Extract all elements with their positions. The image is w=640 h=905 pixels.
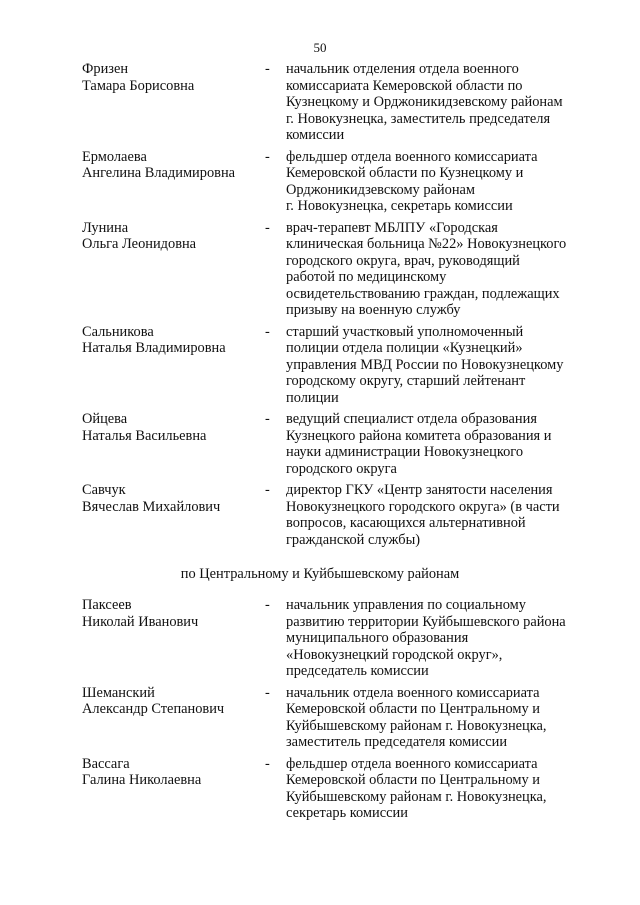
member-name <box>82 482 262 515</box>
member-given-names: Тамара Борисовна <box>82 77 195 94</box>
member-role <box>286 756 606 822</box>
member-given-names: Наталья Васильевна <box>82 427 207 444</box>
member-role-line: комиссариата Кемеровской области по <box>286 77 523 94</box>
member-role <box>286 220 606 319</box>
member-role-line: г. Новокузнецка, заместитель председателя <box>286 110 551 127</box>
member-dash: - <box>265 684 270 701</box>
member-role-line: городского округа <box>286 460 397 477</box>
member-role-line: развитию территории Куйбышевского района <box>286 613 566 630</box>
member-role-line: секретарь комиссии <box>286 805 408 821</box>
member-given-names: Александр Степанович <box>82 701 225 717</box>
member-role-line: Куйбышевскому районам г. Новокузнецка, <box>286 717 547 734</box>
section-heading: по Центральному и Куйбышевскому районам <box>180 566 460 582</box>
member-role-line: старший участковый уполномоченный <box>286 323 524 340</box>
page-number: 50 <box>313 40 327 55</box>
member-surname: Вассага <box>82 755 130 772</box>
member-name <box>82 411 262 444</box>
member-role-line: городскому округу, старший лейтенант <box>286 373 526 389</box>
member-surname: Паксеев <box>82 597 132 613</box>
member-given-names: Николай Иванович <box>82 613 199 630</box>
member-role-line: врач-терапевт МБЛПУ «Городская <box>286 219 498 236</box>
member-role-line: управления МВД России по Новокузнецкому <box>286 356 564 373</box>
member-role-line: освидетельствованию граждан, подлежащих <box>286 285 560 302</box>
member-role-line: клиническая больница №22» Новокузнецкого <box>286 236 567 252</box>
member-role-line: науки администрации Новокузнецкого <box>286 444 524 460</box>
member-surname: Савчук <box>82 482 126 498</box>
member-role-line: начальник отделения отдела военного <box>286 61 519 77</box>
member-role-line: призыву на военную службу <box>286 302 461 318</box>
member-role-line: муниципального образования <box>286 630 469 646</box>
member-role-line: Кузнецкого района комитета образования и <box>286 427 552 444</box>
member-dash: - <box>265 219 270 236</box>
member-dash: - <box>265 411 270 427</box>
member-role <box>286 149 606 215</box>
member-role <box>286 324 606 407</box>
member-role-line: городского округа, врач, руководящий <box>286 252 520 269</box>
member-role <box>286 411 606 477</box>
member-role-line: ведущий специалист отдела образования <box>286 411 537 427</box>
member-given-names: Галина Николаевна <box>82 772 202 788</box>
member-role-line: полиции отдела полиции «Кузнецкий» <box>286 340 523 356</box>
member-role-line: Новокузнецкого городского округа» (в части <box>286 498 560 515</box>
member-role <box>286 597 606 680</box>
member-name <box>82 597 262 630</box>
member-name <box>82 149 262 182</box>
member-role-line: Кузнецкому и Орджоникидзевскому районам <box>286 94 563 110</box>
member-role-line: полиции <box>286 389 339 406</box>
member-role-line: фельдшер отдела военного комиссариата <box>286 148 538 165</box>
member-role-line: начальник управления по социальному <box>286 597 526 613</box>
member-role-line: комиссии <box>286 127 345 143</box>
member-role <box>286 61 606 144</box>
member-surname: Фризен <box>82 61 129 77</box>
member-dash: - <box>265 323 270 340</box>
member-dash: - <box>265 755 270 772</box>
member-role-line: директор ГКУ «Центр занятости населения <box>286 482 553 498</box>
member-role-line: заместитель председателя комиссии <box>286 734 508 750</box>
member-given-names: Ольга Леонидовна <box>82 236 197 252</box>
member-surname: Лунина <box>82 219 129 236</box>
member-role <box>286 685 606 751</box>
member-dash: - <box>265 61 270 77</box>
member-role-line: вопросов, касающихся альтернативной <box>286 515 526 531</box>
member-surname: Шеманский <box>82 684 155 701</box>
member-name <box>82 61 262 94</box>
member-dash: - <box>265 482 270 498</box>
member-name <box>82 220 262 253</box>
member-role-line: Кемеровской области по Центральному и <box>286 701 540 717</box>
member-dash: - <box>265 597 270 613</box>
member-surname: Сальникова <box>82 323 154 340</box>
member-role-line: Кемеровской области по Кузнецкому и <box>286 165 524 181</box>
member-role <box>286 482 606 548</box>
member-role-line: Кемеровской области по Центральному и <box>286 772 540 788</box>
member-role-line: фельдшер отдела военного комиссариата <box>286 755 538 772</box>
member-role-line: Куйбышевскому районам г. Новокузнецка, <box>286 788 547 805</box>
member-given-names: Наталья Владимировна <box>82 340 226 356</box>
member-name <box>82 756 262 789</box>
member-role-line: председатель комиссии <box>286 663 429 679</box>
member-name <box>82 685 262 718</box>
member-given-names: Ангелина Владимировна <box>82 165 236 181</box>
member-role-line: работой по медицинскому <box>286 269 447 285</box>
member-role-line: «Новокузнецкий городской округ», <box>286 646 503 663</box>
member-name <box>82 324 262 357</box>
member-dash: - <box>265 148 270 165</box>
member-role-line: начальник отдела военного комиссариата <box>286 684 540 701</box>
member-role-line: г. Новокузнецка, секретарь комиссии <box>286 198 513 214</box>
member-role-line: Орджоникидзевскому районам <box>286 181 476 198</box>
member-given-names: Вячеслав Михайлович <box>82 498 221 515</box>
member-surname: Ойцева <box>82 411 128 427</box>
member-surname: Ермолаева <box>82 148 147 165</box>
member-role-line: гражданской службы) <box>286 531 421 548</box>
